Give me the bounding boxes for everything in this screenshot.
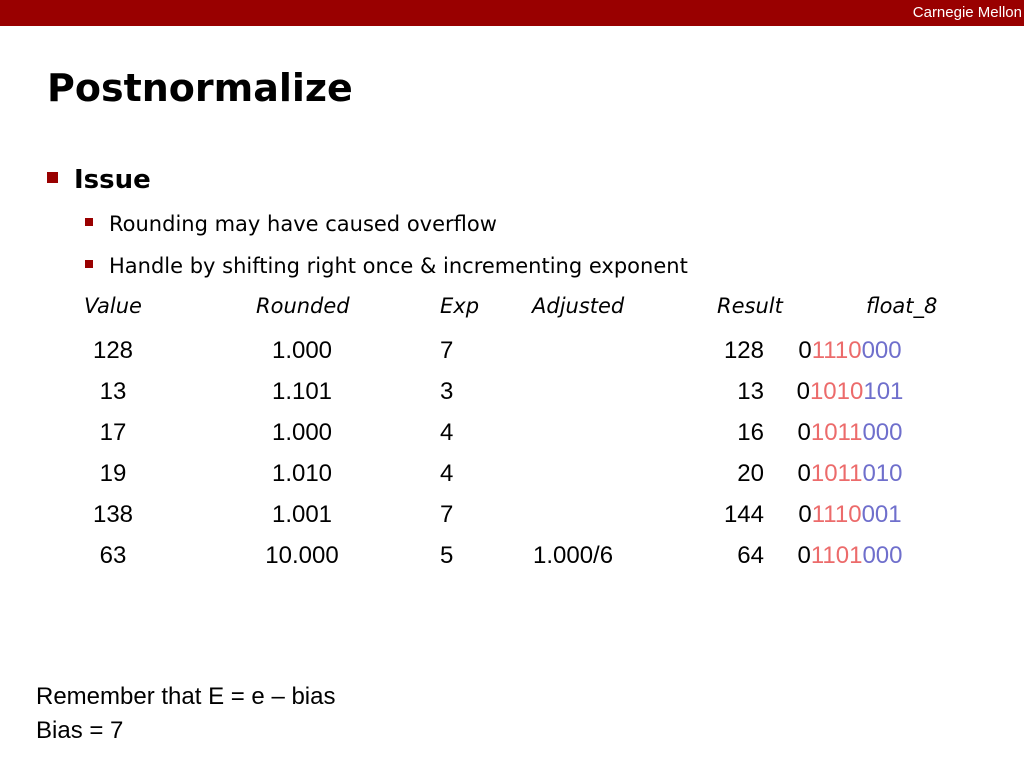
cell-result: 16 <box>737 419 764 446</box>
cell-adjusted: 1.000/6 <box>533 542 614 569</box>
cell-exp: 5 <box>440 542 454 569</box>
cell-exp: 3 <box>440 378 454 405</box>
issue-point <box>85 254 688 278</box>
cell-float8 <box>770 337 930 365</box>
frac-bits: 010 <box>862 460 903 487</box>
exp-bits: 1110 <box>811 337 862 364</box>
cell-float8 <box>770 542 930 570</box>
sign-bit: 0 <box>798 337 812 364</box>
issue-point <box>85 212 497 236</box>
sign-bit: 0 <box>797 542 811 569</box>
issue-point-text: Rounding may have caused overflow <box>109 212 497 236</box>
frac-bits: 001 <box>861 501 902 528</box>
cell-result: 144 <box>723 501 764 528</box>
square-bullet-icon <box>47 172 58 183</box>
cell-rounded: 1.001 <box>271 501 333 528</box>
cell-rounded: 1.000 <box>271 337 333 364</box>
cell-rounded: 1.101 <box>271 378 333 405</box>
cell-result: 20 <box>737 460 764 487</box>
cell-result: 128 <box>723 337 764 364</box>
exp-bits: 1011 <box>810 460 863 487</box>
cell-value: 63 <box>99 542 127 569</box>
cell-value: 17 <box>99 419 127 446</box>
cell-exp: 7 <box>440 501 454 528</box>
frac-bits: 000 <box>862 542 903 569</box>
exp-bits: 1101 <box>810 542 863 569</box>
header-float8: float_8 <box>866 294 938 318</box>
sign-bit: 0 <box>798 501 812 528</box>
cell-float8 <box>770 419 930 447</box>
cell-rounded: 1.010 <box>271 460 333 487</box>
square-bullet-icon <box>85 260 93 268</box>
header-exp: Exp <box>440 294 480 318</box>
cell-result: 13 <box>737 378 764 405</box>
exp-bits: 1011 <box>810 419 863 446</box>
cell-float8 <box>770 378 930 406</box>
header-bar <box>0 0 1024 26</box>
cell-exp: 4 <box>440 419 454 446</box>
header-result: Result <box>717 294 783 318</box>
note-line: Bias = 7 <box>36 717 124 744</box>
cell-rounded: 10.000 <box>265 542 339 569</box>
header-rounded: Rounded <box>256 294 350 318</box>
cell-exp: 7 <box>440 337 454 364</box>
exp-bits: 1010 <box>809 378 864 405</box>
brand-label: Carnegie Mellon <box>912 4 1022 21</box>
cell-float8 <box>770 460 930 488</box>
sign-bit: 0 <box>797 419 811 446</box>
frac-bits: 000 <box>861 337 902 364</box>
square-bullet-icon <box>85 218 93 226</box>
cell-exp: 4 <box>440 460 454 487</box>
sign-bit: 0 <box>797 460 811 487</box>
slide-title: Postnormalize <box>47 66 353 110</box>
issue-point-text: Handle by shifting right once & incrementing exponent <box>109 254 688 278</box>
issue-bullet <box>47 165 151 195</box>
cell-value: 13 <box>99 378 127 405</box>
header-adjusted: Adjusted <box>532 294 625 318</box>
cell-value: 138 <box>92 501 134 528</box>
note-line: Remember that E = e – bias <box>36 683 336 710</box>
issue-label: Issue <box>74 165 151 195</box>
sign-bit: 0 <box>796 378 810 405</box>
exp-bits: 1110 <box>811 501 862 528</box>
cell-rounded: 1.000 <box>271 419 333 446</box>
frac-bits: 000 <box>862 419 903 446</box>
frac-bits: 101 <box>863 378 904 405</box>
cell-value: 19 <box>99 460 127 487</box>
cell-float8 <box>770 501 930 529</box>
header-value: Value <box>84 294 142 318</box>
cell-result: 64 <box>737 542 764 569</box>
cell-value: 128 <box>92 337 134 364</box>
